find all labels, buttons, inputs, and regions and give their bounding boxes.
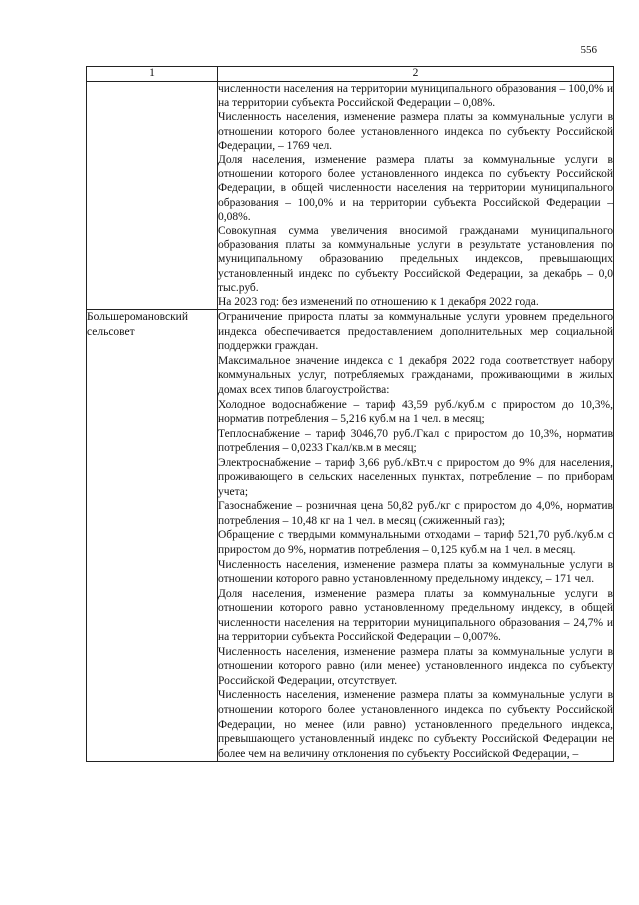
paragraph: Максимальное значение индекса с 1 декабря 2022 года соответствует набору коммунальных услуг, потребляемых гражданами, проживающими в жилых домах всех типов благоустройства: bbox=[218, 354, 613, 396]
paragraph: Численность населения, изменение размера платы за коммунальные услуги в отношении которого более установленного индекса по субъекту Российской Федерации, но менее (или равно) установленного предельного индекса, превышающего установленный индекс по субъекту Российской Федерации не более чем на величину отклонения по субъекту Российской Федерации, – bbox=[218, 689, 613, 760]
paragraph: Обращение с твердыми коммунальными отходами – тариф 521,70 руб./куб.м с приростом до 9%, норматив потребления – 0,125 куб.м на 1 чел. в месяц. bbox=[218, 529, 613, 556]
paragraph: Доля населения, изменение размера платы за коммунальные услуги в отношении которого равно установленному предельному индексу, в общей численности населения на территории муниципального образования – 24,7% и на территории субъекта Российской Федерации – 0,007%. bbox=[218, 587, 613, 644]
content-cell bbox=[218, 310, 614, 762]
paragraph: численности населения на территории муниципального образования – 100,0% и на территории субъекта Российской Федерации – 0,08%. bbox=[218, 83, 613, 110]
paragraph: Газоснабжение – розничная цена 50,82 руб./кг с приростом до 4,0%, норматив потребления – 10,48 кг на 1 чел. в месяц (сжиженный газ); bbox=[218, 500, 613, 527]
table-row bbox=[87, 310, 614, 762]
paragraph: Холодное водоснабжение – тариф 43,59 руб./куб.м с приростом до 10,3%, норматив потребления – 5,216 куб.м на 1 чел. в месяц; bbox=[218, 398, 613, 426]
page-number: 556 bbox=[580, 44, 597, 56]
table-header-row bbox=[87, 67, 614, 82]
document-table bbox=[86, 66, 614, 762]
paragraph: Доля населения, изменение размера платы за коммунальные услуги в отношении которого более установленного индекса по субъекту Российской Федерации, в общей численности населения на территории муниципального образования – 100,0% и на территории субъекта Российской Федерации – 0,08%. bbox=[218, 154, 613, 223]
column-header-2: 2 bbox=[218, 67, 614, 82]
paragraph: Теплоснабжение – тариф 3046,70 руб./Гкал с приростом до 10,3%, норматив потребления – 0,0233 Гкал/кв.м в месяц; bbox=[218, 427, 613, 455]
municipality-cell: Большеромановский сельсовет bbox=[87, 310, 218, 762]
paragraph: Численность населения, изменение размера платы за коммунальные услуги в отношении которого равно (или менее) установленного индекса по субъекту Российской Федерации, отсутствует. bbox=[218, 645, 613, 687]
paragraph: Численность населения, изменение размера платы за коммунальные услуги в отношении которого равно установленному предельному индексу, – 171 чел. bbox=[218, 558, 613, 586]
paragraph: На 2023 год: без изменений по отношению к 1 декабря 2022 года. bbox=[218, 296, 539, 309]
table-row bbox=[87, 82, 614, 310]
municipality-cell bbox=[87, 82, 218, 310]
paragraph: Численность населения, изменение размера платы за коммунальные услуги в отношении которого более установленного индекса по субъекту Российской Федерации, – 1769 чел. bbox=[218, 111, 613, 152]
paragraph: Ограничение прироста платы за коммунальные услуги уровнем предельного индекса обеспечивается предоставлением дополнительных мер социальной поддержки граждан. bbox=[218, 311, 613, 353]
content-cell bbox=[218, 82, 614, 310]
paragraph: Электроснабжение – тариф 3,66 руб./кВт.ч с приростом до 9% для населения, проживающего в сельских населенных пунктах, потребление – по приборам учета; bbox=[218, 456, 613, 498]
column-header-1: 1 bbox=[87, 67, 218, 82]
paragraph: Совокупная сумма увеличения вносимой гражданами муниципального образования платы за коммунальные услуги в результате установления по муниципальному образованию предельных индексов, превышающих установленный индекс по субъекту Российской Федерации, за декабрь – 0,0 тыс.руб. bbox=[218, 225, 613, 294]
